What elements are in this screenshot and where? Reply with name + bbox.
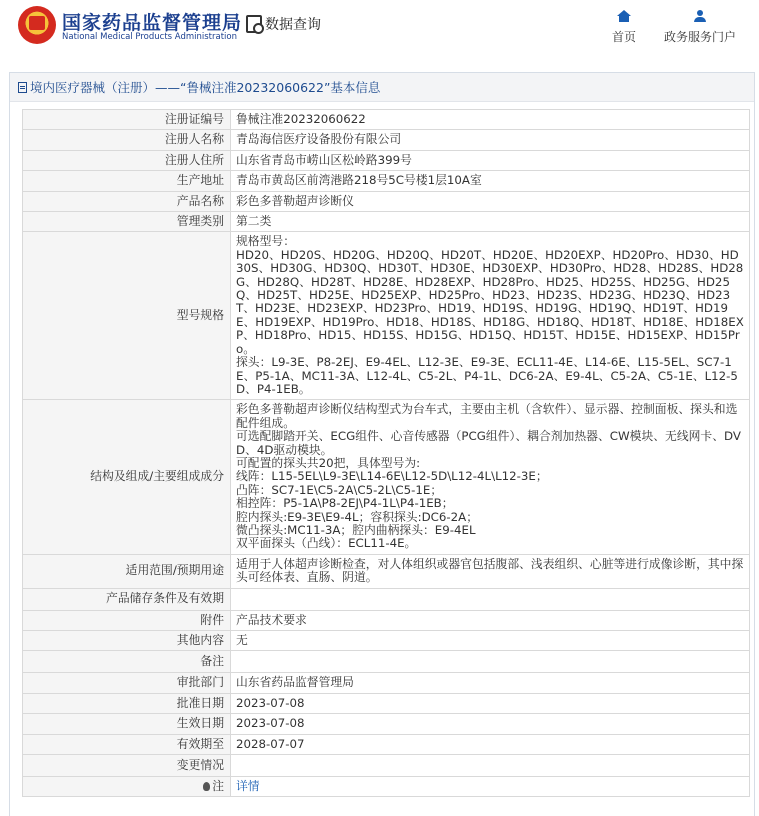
table-row: [23, 191, 750, 211]
table-row: [23, 554, 750, 588]
field-value-line: 线阵：L15-5EL\L9-3E\L14-6E\L12-5D\L12-4L\L12-3E；: [236, 469, 548, 484]
table-row: [23, 610, 750, 630]
field-value: 彩色多普勒超声诊断仪: [231, 191, 750, 211]
table-row: [23, 400, 750, 554]
data-query-label: 数据查询: [265, 17, 321, 33]
table-row: [23, 130, 750, 150]
field-label: 备注: [23, 651, 231, 673]
data-query-link[interactable]: [246, 14, 321, 34]
panel-title-bar: [10, 73, 754, 102]
nav-service-portal[interactable]: [660, 10, 740, 45]
field-value-line: 可配置的探头共20把，具体型号为:: [236, 455, 421, 470]
field-value: 2023-07-08: [231, 693, 750, 713]
field-label: [23, 777, 231, 797]
field-value: 产品技术要求: [231, 610, 750, 630]
field-label: 产品名称: [23, 191, 231, 211]
field-label: 附件: [23, 610, 231, 630]
table-row: [23, 150, 750, 170]
field-value: 山东省青岛市崂山区松岭路399号: [231, 150, 750, 170]
field-value-line: 微凸探头:MC11-3A；腔内曲柄探头：E9-4EL: [236, 522, 476, 537]
table-row: [23, 171, 750, 191]
table-row: [23, 777, 750, 797]
nav-home-label: 首页: [611, 30, 636, 44]
field-value-line: 双平面探头（凸线）：ECL11-4E。: [236, 536, 417, 551]
field-label: 型号规格: [23, 232, 231, 400]
field-label: 生产地址: [23, 171, 231, 191]
field-value: 鲁械注准20232060622: [231, 110, 750, 130]
info-table: [22, 109, 750, 797]
field-value-line: 腔内探头:E9-3E\E9-4L；容积探头:DC6-2A；: [236, 509, 479, 524]
data-query-icon: [246, 15, 262, 33]
field-label: 有效期至: [23, 734, 231, 754]
field-label: 生效日期: [23, 714, 231, 734]
field-label: 审批部门: [23, 673, 231, 693]
site-header: [0, 0, 759, 58]
field-label: 管理类别: [23, 212, 231, 232]
field-value: [231, 755, 750, 777]
field-label-text: 注: [212, 779, 224, 794]
field-value-line: 可选配脚踏开关、ECG组件、心音传感器（PCG组件）、耦合剂加热器、CW模块、无线网卡、DVD、4D驱动模块。: [236, 429, 741, 457]
field-label: 其他内容: [23, 631, 231, 651]
field-value: 适用于人体超声诊断检查，对人体组织或器官包括腹部、浅表组织、心脏等进行成像诊断，其中探头可经体表、直肠、阴道。: [231, 554, 750, 588]
field-value-line: 探头：L9-3E、P8-2EJ、E9-4EL、L12-3E、E9-3E、ECL11-4E、L14-6E、L15-5EL、SC7-1E、P5-1A、MC11-3A、L12-4L、C5-2L、P4-1L、DC6-2A、E9-4L、C5-2A、C5-1E、L12-5D、P4-1EB。: [236, 355, 738, 396]
field-label: 注册人住所: [23, 150, 231, 170]
field-value-line: 相控阵：P5-1A\P8-2EJ\P4-1L\P4-1EB；: [236, 496, 454, 511]
details-link[interactable]: 详情: [236, 779, 260, 794]
note-icon: [203, 782, 210, 791]
table-row: [23, 755, 750, 777]
home-icon: [618, 10, 630, 22]
field-value: 2028-07-07: [231, 734, 750, 754]
field-label: 批准日期: [23, 693, 231, 713]
table-row: [23, 651, 750, 673]
detail-panel: [9, 72, 755, 816]
field-value: 青岛海信医疗设备股份有限公司: [231, 130, 750, 150]
field-value: 山东省药品监督管理局: [231, 673, 750, 693]
table-row: [23, 734, 750, 754]
field-value: [231, 400, 750, 554]
table-row: [23, 588, 750, 610]
table-row: [23, 693, 750, 713]
field-value: [231, 588, 750, 610]
panel-title: 境内医疗器械（注册）——“鲁械注准20232060622”基本信息: [30, 80, 381, 95]
field-label: 适用范围/预期用途: [23, 554, 231, 588]
field-value: 青岛市黄岛区前湾港路218号5C号楼1层10A室: [231, 171, 750, 191]
field-value: [231, 232, 750, 400]
field-value: [231, 777, 750, 797]
nav-portal-label: 政务服务门户: [663, 30, 736, 44]
brand-name-cn: 国家药品监督管理局: [62, 12, 243, 34]
field-label: 注册人名称: [23, 130, 231, 150]
field-label: 产品储存条件及有效期: [23, 588, 231, 610]
table-row: [23, 212, 750, 232]
field-label: 变更情况: [23, 755, 231, 777]
field-value-line: HD20、HD20S、HD20G、HD20Q、HD20T、HD20E、HD20EXP、HD20Pro、HD30、HD30S、HD30G、HD30Q、HD30T、HD30E、HD30EXP、HD30Pro、HD28、HD28S、HD28G、HD28Q、HD28T、HD28E、HD28EXP、HD28Pro、HD25、HD25S、HD25G、HD25Q、HD25T、HD25E、HD25EXP、HD25Pro、HD23、HD23S、HD23G、HD23Q、HD23T、HD23E、HD23EXP、HD23Pro、HD19、HD19S、HD19G、HD19Q、HD19T、HD19E、HD19EXP、HD19Pro、HD18、HD18S、HD18G、HD18Q、HD18T、HD18E、HD18EXP、HD18Pro、HD15、HD15S、HD15G、HD15Q、HD15T、HD15E、HD15EXP、HD15Pro。: [236, 247, 744, 356]
emblem-logo-icon: [18, 6, 56, 44]
field-label: 结构及组成/主要组成成分: [23, 400, 231, 554]
field-value-line: 彩色多普勒超声诊断仪结构型式为台车式，主要由主机（含软件）、显示器、控制面板、探头和选配件组成。: [236, 402, 738, 430]
nav-home[interactable]: [610, 10, 638, 45]
table-row: [23, 673, 750, 693]
field-value: 2023-07-08: [231, 714, 750, 734]
table-row: [23, 631, 750, 651]
field-value: 无: [231, 631, 750, 651]
field-value: [231, 651, 750, 673]
document-icon: [18, 82, 27, 93]
field-value-line: 规格型号：: [236, 234, 295, 249]
field-value-line: 凸阵：SC7-1E\C5-2A\C5-2L\C5-1E；: [236, 482, 443, 497]
table-row: [23, 110, 750, 130]
brand-name-en: National Medical Products Administration: [62, 32, 237, 42]
field-label: 注册证编号: [23, 110, 231, 130]
table-row: [23, 232, 750, 400]
user-icon: [694, 10, 706, 22]
field-value: 第二类: [231, 212, 750, 232]
table-row: [23, 714, 750, 734]
